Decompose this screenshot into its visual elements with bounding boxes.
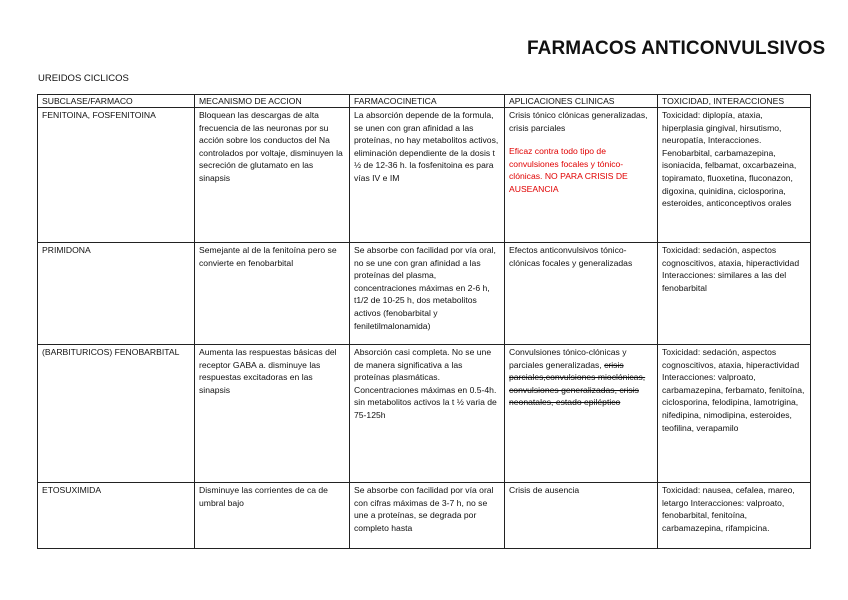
header-row	[38, 95, 811, 108]
table-row	[38, 108, 811, 243]
clinical-struck-text: crisis parciales,convulsiones mioclónicas, convulsiones generalizadas, crisis neonatales, estado epiléptico	[509, 359, 646, 408]
cell-toxicity: Toxicidad: sedación, aspectos cognoscitivos, ataxia, hiperactividad Interacciones: similares a las del fenobarbital	[658, 243, 811, 345]
cell-clinical: Efectos anticonvulsivos tónico-clónicas focales y generalizadas	[505, 243, 658, 345]
cell-drug: (BARBITURICOS) FENOBARBITAL	[38, 345, 195, 483]
clinical-text: Convulsiones tónico-clónicas y parciales generalizadas,	[509, 347, 627, 370]
page-title: FARMACOS ANTICONVULSIVOS	[527, 38, 826, 59]
cell-toxicity: Toxicidad: nausea, cefalea, mareo, letargo Interacciones: valproato, fenobarbital, fenitoína, carbamazepina, rifampicina.	[658, 483, 811, 549]
header-clinical: APLICACIONES CLINICAS	[505, 95, 658, 108]
cell-kinetics: La absorción depende de la formula, se unen con gran afinidad a las proteínas, no hay metabolitos activos, eliminación dependiente de la dosis t ½ de 12-36 h. la fosfenitoina es para vías IV e IM	[350, 108, 505, 243]
clinical-text: Crisis tónico clónicas generalizadas, crisis parciales	[509, 110, 648, 133]
header-kinetics: FARMACOCINETICA	[350, 95, 505, 108]
section-heading: UREIDOS CICLICOS	[38, 73, 129, 84]
cell-clinical	[505, 345, 658, 483]
cell-toxicity: Toxicidad: diplopía, ataxia, hiperplasia gingival, hirsutismo, neuropatía, Interacciones. Fenobarbital, carbamazepina, isoniacida, felbamat, oxcarbazeina, topiramato, fluoxetina, fluconazon, digoxina, quinidina, ciclosporina, esteroides, anticonceptivos orales	[658, 108, 811, 243]
cell-mechanism: Semejante al de la fenitoína pero se convierte en fenobarbital	[195, 243, 350, 345]
header-mechanism: MECANISMO DE ACCION	[195, 95, 350, 108]
cell-mechanism: Bloquean las descargas de alta frecuencia de las neuronas por su acción sobre los conductos del Na controlados por voltaje, disminuyen la secreción de glutamato en las sinapsis	[195, 108, 350, 243]
drug-table	[37, 94, 811, 549]
table-row	[38, 483, 811, 549]
cell-kinetics: Se absorbe con facilidad por vía oral con cifras máximas de 3-7 h, no se une a proteínas, se degrada por completo hasta	[350, 483, 505, 549]
cell-kinetics: Absorción casi completa. No se une de manera significativa a las proteínas plasmáticas. Concentraciones máximas en 0.5-4h. sin metabolitos activos la t ½ varia de 75-125h	[350, 345, 505, 483]
table-row	[38, 243, 811, 345]
cell-mechanism: Aumenta las respuestas básicas del receptor GABA a. disminuye las respuestas excitadoras en las sinapsis	[195, 345, 350, 483]
header-drug: SUBCLASE/FARMACO	[38, 95, 195, 108]
cell-drug: PRIMIDONA	[38, 243, 195, 345]
table-row	[38, 345, 811, 483]
cell-mechanism: Disminuye las corrientes de ca de umbral bajo	[195, 483, 350, 549]
cell-drug: FENITOINA, FOSFENITOINA	[38, 108, 195, 243]
cell-drug: ETOSUXIMIDA	[38, 483, 195, 549]
header-toxicity: TOXICIDAD, INTERACCIONES	[658, 95, 811, 108]
clinical-red-note: Eficaz contra todo tipo de convulsiones focales y tónico-clónicas. NO PARA CRISIS DE AUSEANCIA	[509, 146, 628, 194]
cell-toxicity: Toxicidad: sedación, aspectos cognoscitivos, ataxia, hiperactividad Interacciones: valproato, carbamazepina, ferbamato, fenitoína, ciclosporina, felodipina, lamotrigina, nifedipina, nimodipina, esteroides, teofilina, verapamilo	[658, 345, 811, 483]
cell-clinical: Crisis de ausencia	[505, 483, 658, 549]
cell-kinetics: Se absorbe con facilidad por vía oral, no se une con gran afinidad a las proteínas del plasma, concentraciones máximas en 2-6 h, t1/2 de 10-25 h, dos metabolitos activos (fenobarbital y feniletilmalonamida)	[350, 243, 505, 345]
cell-clinical	[505, 108, 658, 243]
